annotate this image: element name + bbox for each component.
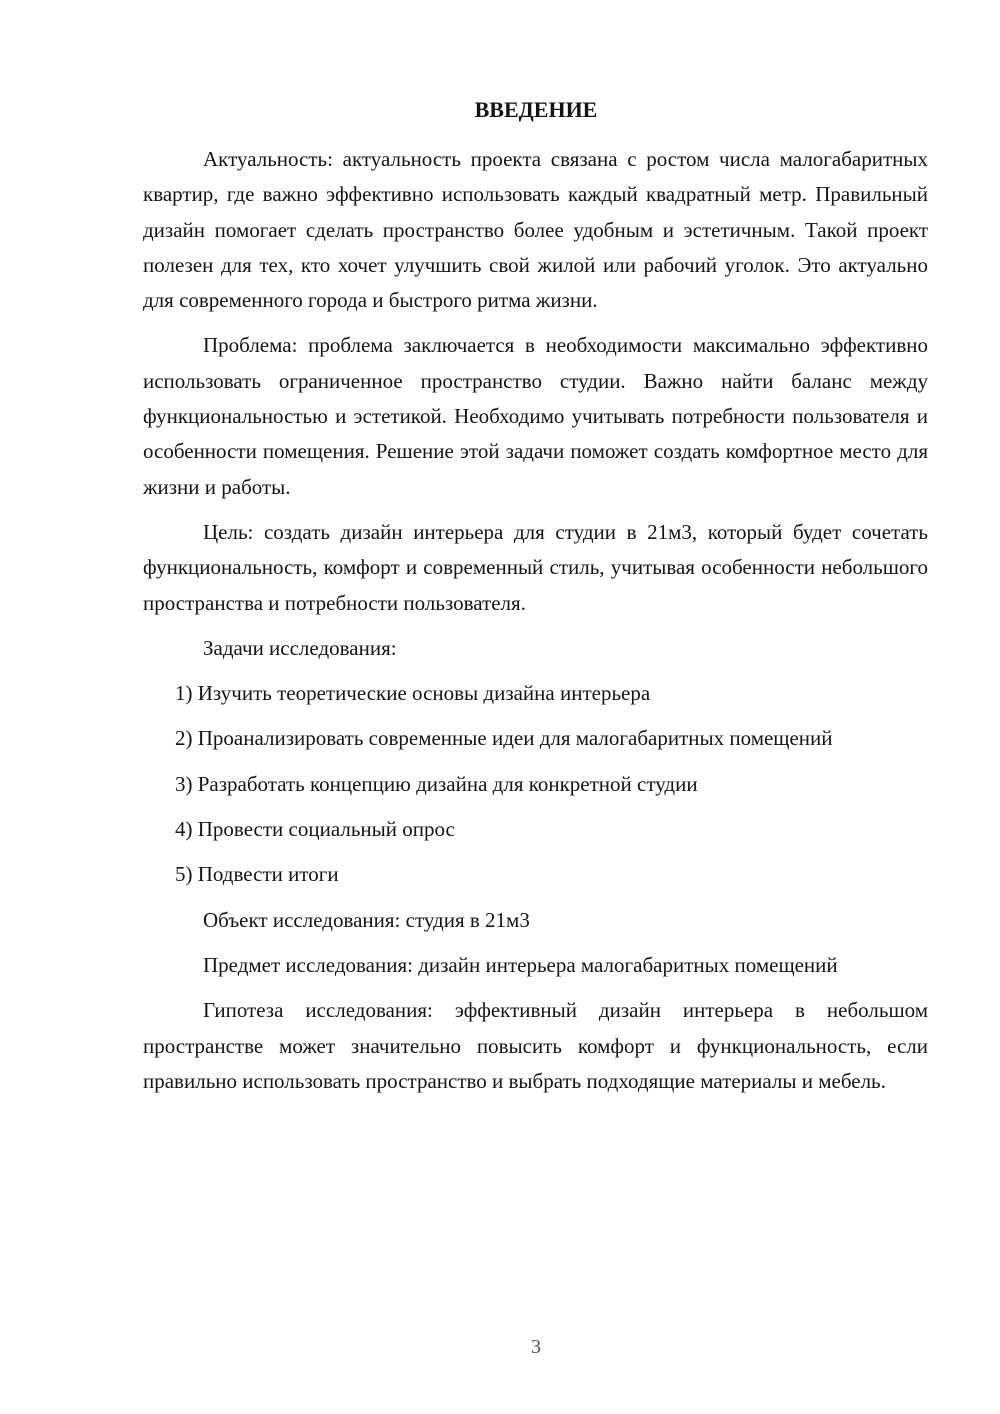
paragraph-problem: Проблема: проблема заключается в необходимости максимально эффективно использовать ограниченное пространство студии. Важно найти баланс между функциональностью и эстетикой. Необходимо учитывать потребности пользователя и особенности помещения. Решение этой задачи поможет создать комфортное место для жизни и работы.: [143, 333, 928, 499]
task-item-4: 4) Провести социальный опрос: [175, 817, 455, 842]
task-item-3: 3) Разработать концепцию дизайна для конкретной студии: [175, 771, 698, 796]
paragraph-goal: Цель: создать дизайн интерьера для студии в 21м3, который будет сочетать функциональность, комфорт и современный стиль, учитывая особенности небольшого пространства и потребности пользователя.: [143, 519, 928, 615]
paragraph-subject: Предмет исследования: дизайн интерьера малогабаритных помещений: [203, 952, 838, 977]
task-item-1: 1) Изучить теоретические основы дизайна интерьера: [175, 681, 651, 706]
page-number: 3: [531, 1336, 541, 1358]
paragraph-object: Объект исследования: студия в 21м3: [203, 907, 530, 932]
task-item-2: 2) Проанализировать современные идеи для малогабаритных помещений: [175, 726, 833, 751]
tasks-heading: Задачи исследования:: [203, 635, 397, 660]
paragraph-hypothesis: Гипотеза исследования: эффективный дизайн интерьера в небольшом пространстве может значительно повысить комфорт и функциональность, если правильно использовать пространство и выбрать подходящие материалы и мебель.: [143, 998, 928, 1093]
page-title: ВВЕДЕНИЕ: [474, 97, 598, 122]
paragraph-relevance: Актуальность: актуальность проекта связана с ростом числа малогабаритных квартир, где важно эффективно использовать каждый квадратный метр. Правильный дизайн помогает сделать пространство более удобным и эстетичным. Такой проект полезен для тех, кто хочет улучшить свой жилой или рабочий уголок. Это актуально для современного города и быстрого ритма жизни.: [143, 147, 928, 313]
task-item-5: 5) Подвести итоги: [175, 862, 339, 887]
body-text: [143, 142, 928, 1109]
